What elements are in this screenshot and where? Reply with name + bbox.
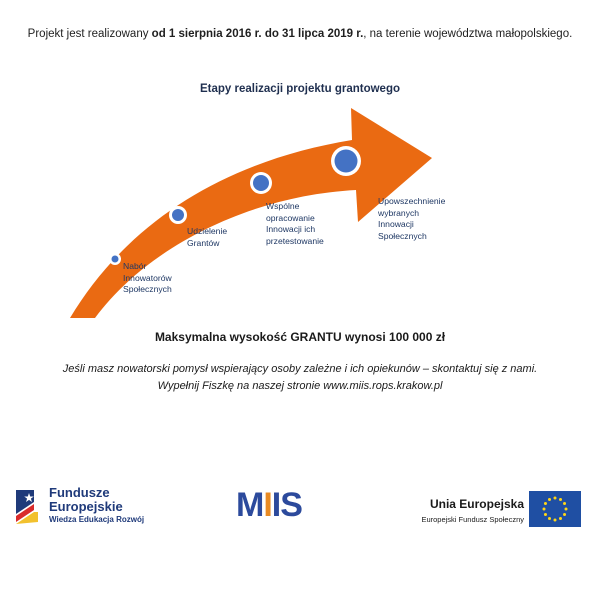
stages-title: Etapy realizacji projektu grantowego [199, 83, 401, 95]
intro-suffix: , na terenie województwa małopolskiego. [363, 28, 573, 40]
stage-dot-3 [250, 172, 272, 194]
miis-logo: MIIS [236, 486, 302, 524]
eu-star [563, 502, 566, 505]
max-grant-text: Maksymalna wysokość GRANTU wynosi 100 000 zł [154, 330, 446, 344]
stage-dot-1 [109, 253, 121, 265]
eu-star [544, 513, 547, 516]
eu-flag-icon [529, 491, 581, 527]
fundusze-europejskie-logo [14, 484, 164, 534]
stage-label-1: Nabór Innowatorów Społecznych [123, 261, 172, 295]
eu-star [543, 508, 546, 511]
stage-dot-4 [331, 146, 361, 176]
eu-star [559, 517, 562, 520]
eu-star [554, 497, 557, 500]
fe-star-icon [14, 486, 46, 526]
stage-label-4: Upowszechnienie wybranych Innowacji Społecznych [378, 196, 446, 241]
intro-dates: od 1 sierpnia 2016 r. do 31 lipca 2019 r. [151, 28, 364, 40]
eu-star [548, 517, 551, 520]
fe-title: Fundusze Europejskie [49, 485, 123, 514]
ue-subtitle: Europejski Fundusz Społeczny [421, 515, 524, 524]
stage-dot-2 [169, 206, 187, 224]
ue-title: Unia Europejska [429, 497, 524, 511]
contact-text [0, 361, 600, 395]
stage-label-2: Udzielenie Grantów [187, 226, 228, 248]
eu-star [563, 513, 566, 516]
eu-star [544, 502, 547, 505]
eu-star [548, 498, 551, 501]
stage-label-3: Wspólne opracowanie Innowacji ich przetestowanie [266, 201, 324, 246]
contact-line-1: Jeśli masz nowatorski pomysł wspierający osoby zależne i ich opiekunów – skontaktuj się z nami. [62, 363, 538, 375]
fe-subtitle: Wiedza Edukacja Rozwój [49, 515, 145, 524]
contact-line-2: Wypełnij Fiszkę na naszej stronie www.miis.rops.krakow.pl [157, 380, 443, 392]
eu-star [554, 519, 557, 522]
eu-star [565, 508, 568, 511]
eu-star [559, 498, 562, 501]
intro-prefix: Projekt jest realizowany [27, 28, 152, 40]
